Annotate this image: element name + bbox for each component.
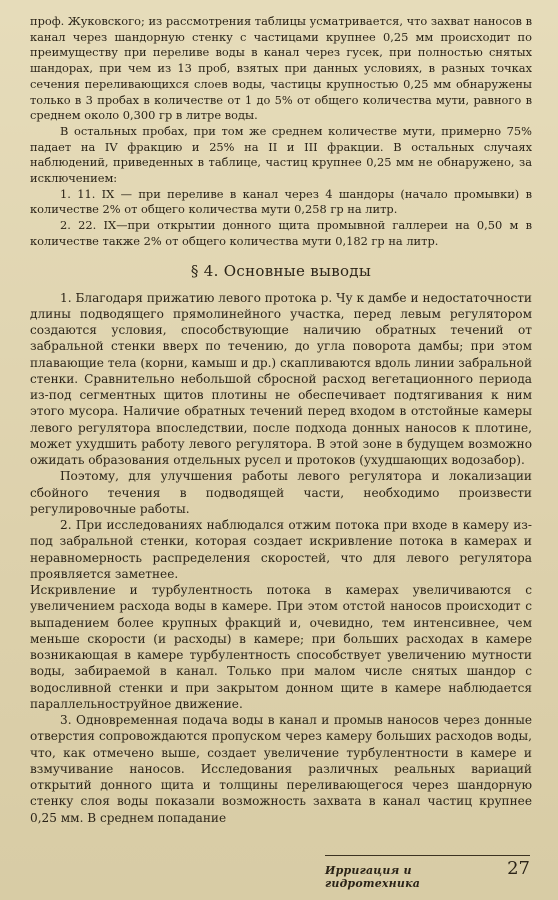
- paragraph: проф. Жуковского; из рассмотрения таблицы усматривается, что захват наносов в канал через шандорную стенку с частицами крупнее 0,25 мм происходит по преимуществу при переливе воды в канал через гусек, при полностью снятых шандорах, при чем из 13 проб, взятых при данных условиях, в разных точках сечения переливающихся слоев воды, частицы крупностью 0,25 мм обнаружены только в 3 пробах в количестве от 1 до 5% от общего количества мути, равного в среднем около 0,300 гр в литре воды.: [30, 14, 532, 123]
- page-footer: [325, 855, 530, 890]
- conclusions-text: [30, 290, 532, 826]
- paragraph: 2. При исследованиях наблюдался отжим потока при входе в камеру из-под забральной стенки, которая создает искривление потока в камерах и неравномерность распределения скоростей, что для левого регулятора проявляется заметнее.: [30, 518, 532, 581]
- intro-text: [30, 14, 532, 250]
- paragraph: В остальных пробах, при том же среднем количестве мути, примерно 75% падает на IV фракцию и 25% на II и III фракции. В остальных случаях наблюдений, приведенных в таблице, частиц крупнее 0,25 мм не обнаружено, за исключением:: [30, 123, 532, 186]
- paragraph: Искривление и турбулентность потока в камерах увеличиваются с увеличением расхода воды в камере. При этом отстой наносов происходит с выпадением более крупных фракций и, очевидно, тем интенсивнее, чем меньше скорости (и расходы) в камере; при больших расходах в камере возникающая в камере турбулентность способствует увеличению мутности воды, забираемой в канал. Только при малом числе снятых шандор с водосливной стенки и при закрытом донном щите в камере наблюдается параллельноструйное движение.: [30, 583, 532, 711]
- paragraph: 3. Одновременная подача воды в канал и промыв наносов через донные отверстия сопровождаются пропуском через камеру больших расходов воды, что, как отмечено выше, создает увеличение турбулентности в камере и взмучивание наносов. Исследования различных реальных вариаций открытий донного щита и толщины переливающегося через шандорную стенку слоя воды показали возможность захвата в канал частиц крупнее 0,25 мм. В среднем попадание: [30, 713, 532, 825]
- paragraph: 1. Благодаря прижатию левого протока р. Чу к дамбе и недостаточности длины подводящего прямолинейного участка, перед левым регулятором создаются условия, способствующие наличию обратных течений от забральной стенки вверх по течению, до угла поворота дамбы; при этом плавающие тела (корни, камыш и др.) скапливаются вдоль линии забральной стенки. Сравнительно небольшой сбросной расход вегетационного периода из-под сегментных щитов плотины не обеспечивает подтягивания к ним этого мусора. Наличие обратных течений перед входом в отстойные камеры левого регулятора впоследствии, после подхода донных наносов к плотине, может ухудшить работу левого регулятора. В этой зоне в будущем возможно ожидать образования отдельных русел и протоков (ухудшающих водозабор).: [30, 290, 532, 468]
- list-item: 1. 11. IX — при переливе в канал через 4 шандоры (начало промывки) в количестве 2% от общего количества мути 0,258 гр на литр.: [30, 186, 532, 217]
- list-item: 2. 22. IX—при открытии донного щита промывной галлереи на 0,50 м в количестве также 2% от общего количества мути 0,182 гр на литр.: [30, 218, 532, 248]
- journal-title: Ирригация и гидротехника: [325, 864, 421, 890]
- page-number: 27: [507, 858, 530, 879]
- section-heading: § 4. Основные выводы: [190, 261, 372, 280]
- paragraph: Поэтому, для улучшения работы левого регулятора и локализации сбойного течения в подводящей части, необходимо произвести регулировочные работы.: [30, 469, 532, 516]
